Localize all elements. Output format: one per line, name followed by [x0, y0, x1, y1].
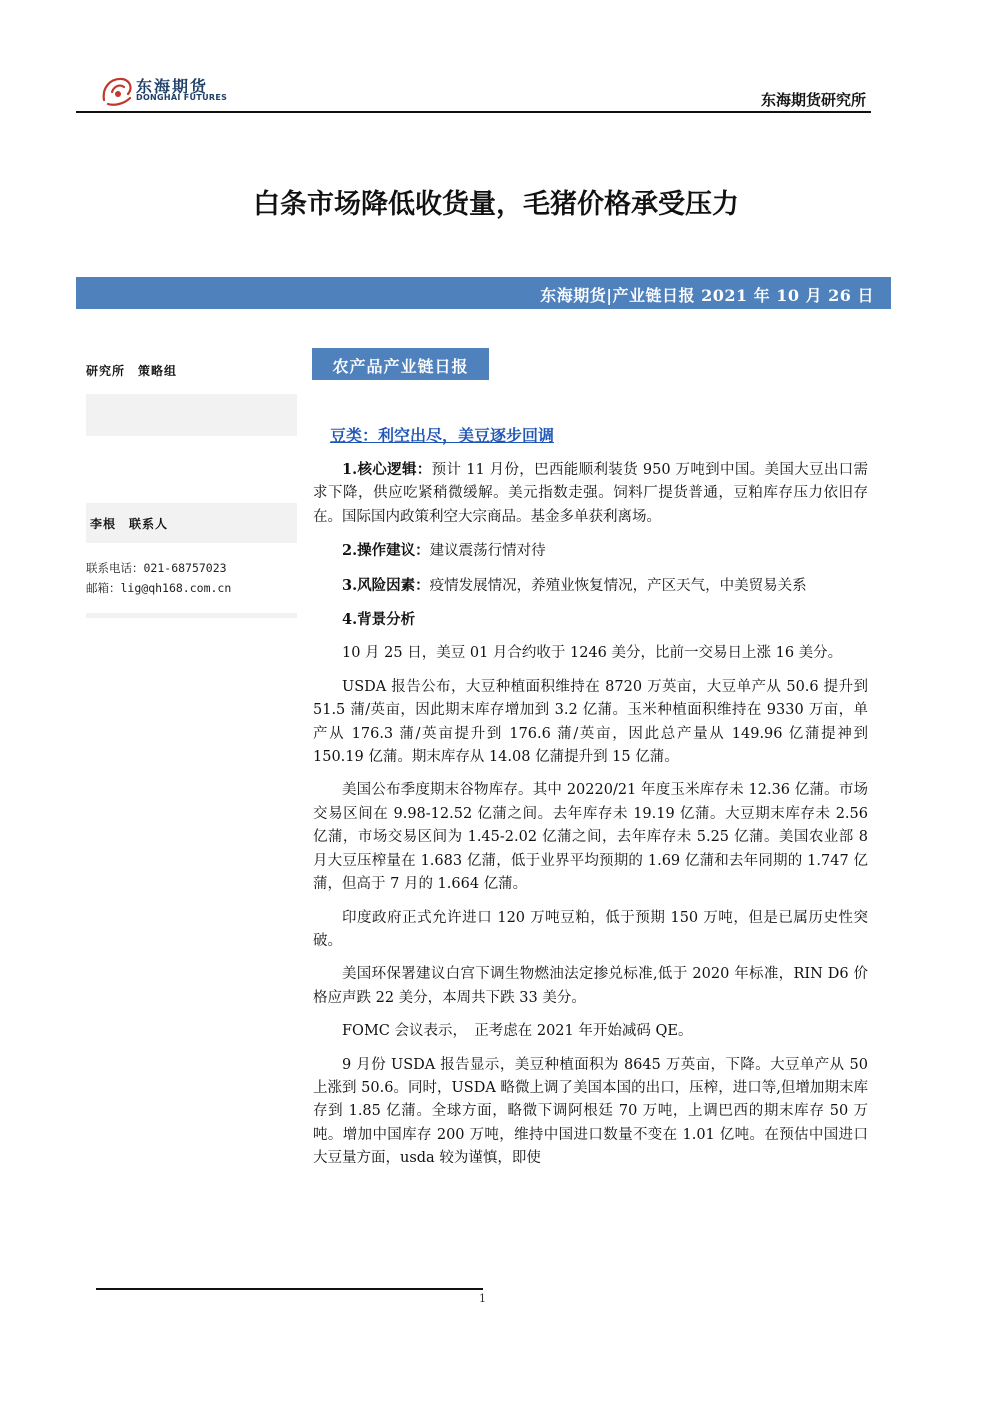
sidebar-divider — [86, 613, 297, 618]
background-heading: 4.背景分析 — [342, 611, 416, 629]
sidebar-spacer-box — [86, 394, 297, 436]
date-banner-text: 东海期货|产业链日报 2021 年 10 月 26 日 — [540, 286, 874, 305]
suggestion-text: 建议震荡行情对待 — [429, 543, 546, 560]
header-divider — [76, 111, 871, 113]
suggestion-heading: 2.操作建议： — [342, 542, 430, 560]
sidebar-phone: 联系电话：021-68757023 — [86, 561, 227, 575]
footer-divider — [96, 1288, 483, 1290]
body-paragraph: 9 月份 USDA 报告显示，美豆种植面积为 8645 万英亩，下降。大豆单产从 50 上涨到 50.6。同时，USDA 略微上调了美国本国的出口，压榨，进口等,但增加期末库存到 1.85 亿蒲。全球方面，略微下调阿根廷 70 万吨，上调巴西的期末库存 50 万吨。增加中国库存 200 万吨，维持中国进口数量不变在 1.01 亿吨。在预估中国进口大豆量方面，usda 较为谨慎，即使 — [313, 1056, 868, 1167]
risk-heading: 3.风险因素： — [342, 576, 430, 594]
page-number: 1 — [479, 1292, 486, 1305]
background-heading-paragraph — [313, 608, 868, 632]
body-paragraph: 美国公布季度期末谷物库存。其中 20220/21 年度玉米库存未 12.36 亿蒲。市场交易区间在 9.98-12.52 亿蒲之间。去年库存未 19.19 亿蒲。大豆期末库存未 2.56 亿蒲，市场交易区间为 1.45-2.02 亿蒲之间，去年库存未 5.25 亿蒲。美国农业部 8 月大豆压榨量在 1.683 亿蒲，低于业界平均预期的 1.69 亿蒲和去年同期的 1.747 亿蒲，但高于 7 月的 1.664 亿蒲。 — [313, 782, 868, 893]
topic-heading[interactable]: 豆类：利空出尽，美豆逐步回调 — [330, 426, 555, 445]
body-paragraph: FOMC 会议表示， 正考虑在 2021 年开始减码 QE。 — [342, 1023, 693, 1040]
body-paragraph: 美国环保署建议白宫下调生物燃油法定掺兑标准,低于 2020 年标准，RIN D6 价格应声跌 22 美分，本周共下跌 33 美分。 — [313, 966, 868, 1006]
suggestion-paragraph — [313, 539, 868, 563]
logo-text-en: DONGHAI FUTURES — [136, 93, 228, 102]
report-body — [313, 458, 868, 1181]
risk-text: 疫情发展情况，养殖业恢复情况，产区天气，中美贸易关系 — [429, 577, 807, 594]
sidebar-team: 研究所 策略组 — [86, 364, 178, 378]
core-logic-text: 预计 11 月份，巴西能顺利装货 950 万吨到中国。美国大豆出口需求下降，供应吃紧稍微缓解。美元指数走强。饲料厂提货普通，豆粕库存压力依旧存在。国际国内政策利空大宗商品。基金多单获利离场。 — [313, 462, 869, 525]
body-paragraph: 10 月 25 日，美豆 01 月合约收于 1246 美分，比前一交易日上涨 16 美分。 — [342, 645, 843, 662]
core-logic-heading: 1.核心逻辑： — [342, 461, 432, 478]
section-tag-label: 农产品产业链日报 — [332, 357, 469, 376]
logo-text-cn: 东海期货 — [136, 77, 209, 96]
document-title: 白条市场降低收货量，毛猪价格承受压力 — [253, 189, 739, 220]
risk-paragraph — [313, 574, 868, 598]
sidebar-contact-title: 李根 联系人 — [90, 517, 169, 531]
body-paragraph: 印度政府正式允许进口 120 万吨豆粕，低于预期 150 万吨，但是已属历史性突破。 — [313, 909, 868, 949]
header-org-name: 东海期货研究所 — [760, 91, 866, 109]
sidebar-email[interactable]: 邮箱：lig@qh168.com.cn — [86, 581, 232, 595]
body-paragraph: USDA 报告公布，大豆种植面积维持在 8720 万英亩，大豆单产从 50.6 提升到 51.5 蒲/英亩，因此期末库存增加到 3.2 亿蒲。玉米种植面积维持在 9330 万亩，单产从 176.3 蒲/英亩提升到 176.6 蒲/英亩，因此总产量从 149.96 亿蒲提神到 150.19 亿蒲。期末库存从 14.08 亿蒲提升到 15 亿蒲。 — [313, 678, 868, 766]
core-logic-paragraph — [313, 458, 868, 529]
